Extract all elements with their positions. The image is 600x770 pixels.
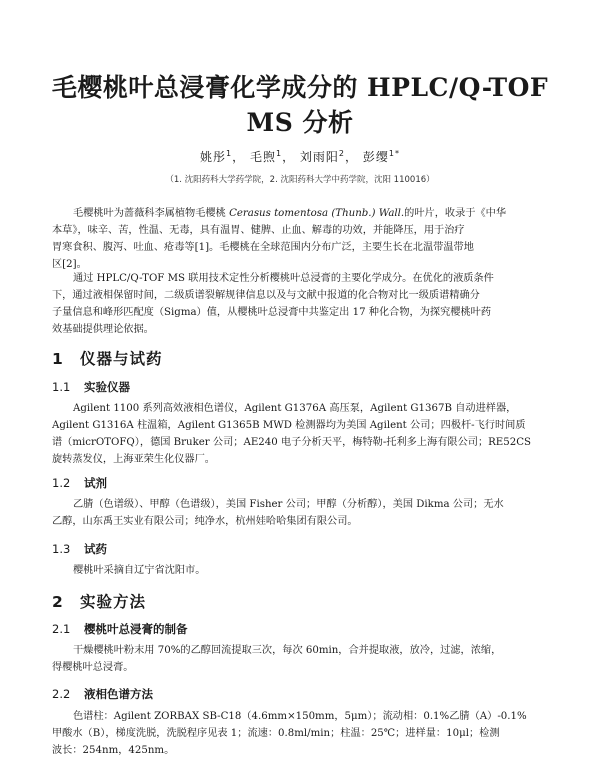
text-line: 色谱柱：Agilent ZORBAX SB-C18（4.6mm×150mm，5μm）；流动相：0.1%乙腈（A）-0.1% [73, 711, 527, 722]
instrument-paragraph [52, 400, 554, 468]
text-line: 本草》，味辛、苦，性温、无毒，具有温胃、健脾、止血、解毒的功效，并能降压，用于治疗 [52, 225, 465, 236]
author-affil-mark: 1* [388, 149, 400, 158]
affiliation: （1. 沈阳药科大学药学院，2. 沈阳药科大学中药学院，沈阳 110016） [165, 175, 435, 185]
subsection-heading-1-1: 1.1 实验仪器 [52, 380, 130, 394]
material-paragraph [52, 562, 554, 579]
text-line: 区[2]。 [52, 259, 87, 270]
author-affil-mark: 1 [275, 149, 283, 158]
text-line: 谱（micrOTOFQ），德国 Bruker 公司；AE240 电子分析天平，梅特勒-托利多上海有限公司；RE52CS [52, 437, 531, 448]
text-line: Agilent 1100 系列高效液相色谱仪，Agilent G1376A 高压泵，Agilent G1367B 自动进样器， [73, 403, 517, 414]
author-name: 毛煦 [249, 150, 276, 164]
abstract-paragraph-1 [52, 205, 554, 273]
author-affil-mark: 2 [338, 149, 346, 158]
hplc-method-paragraph [52, 708, 554, 759]
text-line: 通过 HPLC/Q-TOF MS 联用技术定性分析樱桃叶总浸膏的主要化学成分。在优化的液质条件 [73, 273, 494, 284]
text-line: 下，通过液相保留时间，二级质谱裂解规律信息以及与文献中报道的化合物对比一级质谱精确分 [52, 290, 480, 301]
preparation-paragraph [52, 642, 554, 676]
latin-name: Cerasus tomentosa (Thunb.) Wall. [229, 208, 405, 219]
text-line: 旋转蒸发仪，上海亚荣生化仪器厂。 [52, 454, 215, 465]
text-line: 毛樱桃叶为蔷薇科李属植物毛樱桃 Cerasus tomentosa (Thunb.) Wall.的叶片，收录于《中华 [73, 208, 507, 219]
text-line: 甲酸水（B），梯度洗脱，洗脱程序见表 1；流速：0.8ml/min；柱温：25℃；进样量：10μl；检测 [52, 728, 500, 739]
author-affil-mark: 1 [226, 149, 233, 158]
subsection-heading-1-3: 1.3 试药 [52, 542, 107, 556]
author-name: 刘雨阳 [299, 150, 339, 164]
text-line: 樱桃叶采摘自辽宁省沈阳市。 [73, 565, 206, 576]
reagent-paragraph [52, 496, 554, 530]
subsection-heading-2-1: 2.1 樱桃叶总浸膏的制备 [52, 622, 188, 636]
author-list: 姚彤$^1$， 毛煦$^1$， 刘雨阳$^2$， 彭缨$^{1*}$ [200, 149, 400, 164]
text-line: 乙醇，山东禹王实业有限公司；纯净水，杭州娃哈哈集团有限公司。 [52, 516, 358, 527]
subsection-heading-1-2: 1.2 试剂 [52, 476, 107, 490]
text-line: Agilent G1316A 柱温箱，Agilent G1365B MWD 检测器均为美国 Agilent 公司；四极杆-飞行时间质 [52, 420, 526, 431]
author-name: 姚彤 [200, 150, 227, 164]
text-line: 波长：254nm，425nm。 [52, 745, 175, 756]
text-line: 干燥樱桃叶粉末用 70%的乙醇回流提取三次，每次 60min，合并提取液，放冷，过滤，浓缩， [73, 645, 502, 656]
text-line: 得樱桃叶总浸膏。 [52, 662, 134, 673]
subsection-heading-2-2: 2.2 液相色谱方法 [52, 687, 153, 701]
paper-title-line-2: MS 分析 [246, 108, 354, 137]
text-line: 胃寒食积、腹泻、吐血、疮毒等[1]。毛樱桃在全球范围内分布广泛，主要生长在北温带温带地 [52, 242, 474, 253]
section-heading-2: 2 实验方法 [52, 593, 147, 611]
author-name: 彭缨 [362, 150, 389, 164]
section-heading-1: 1 仪器与试药 [52, 350, 163, 368]
text-line: 子量信息和峰形匹配度（Sigma）值，从樱桃叶总浸膏中共鉴定出 17 种化合物，为探究樱桃叶药 [52, 307, 492, 318]
text-line: 乙腈（色谱级）、甲醇（色谱级），美国 Fisher 公司；甲醇（分析醇），美国 Dikma 公司；无水 [73, 499, 504, 510]
text-line: 效基础提供理论依据。 [52, 324, 154, 335]
paper-title-line-1: 毛樱桃叶总浸膏化学成分的 HPLC/Q-TOF [51, 73, 549, 102]
abstract-paragraph-2 [52, 270, 554, 338]
